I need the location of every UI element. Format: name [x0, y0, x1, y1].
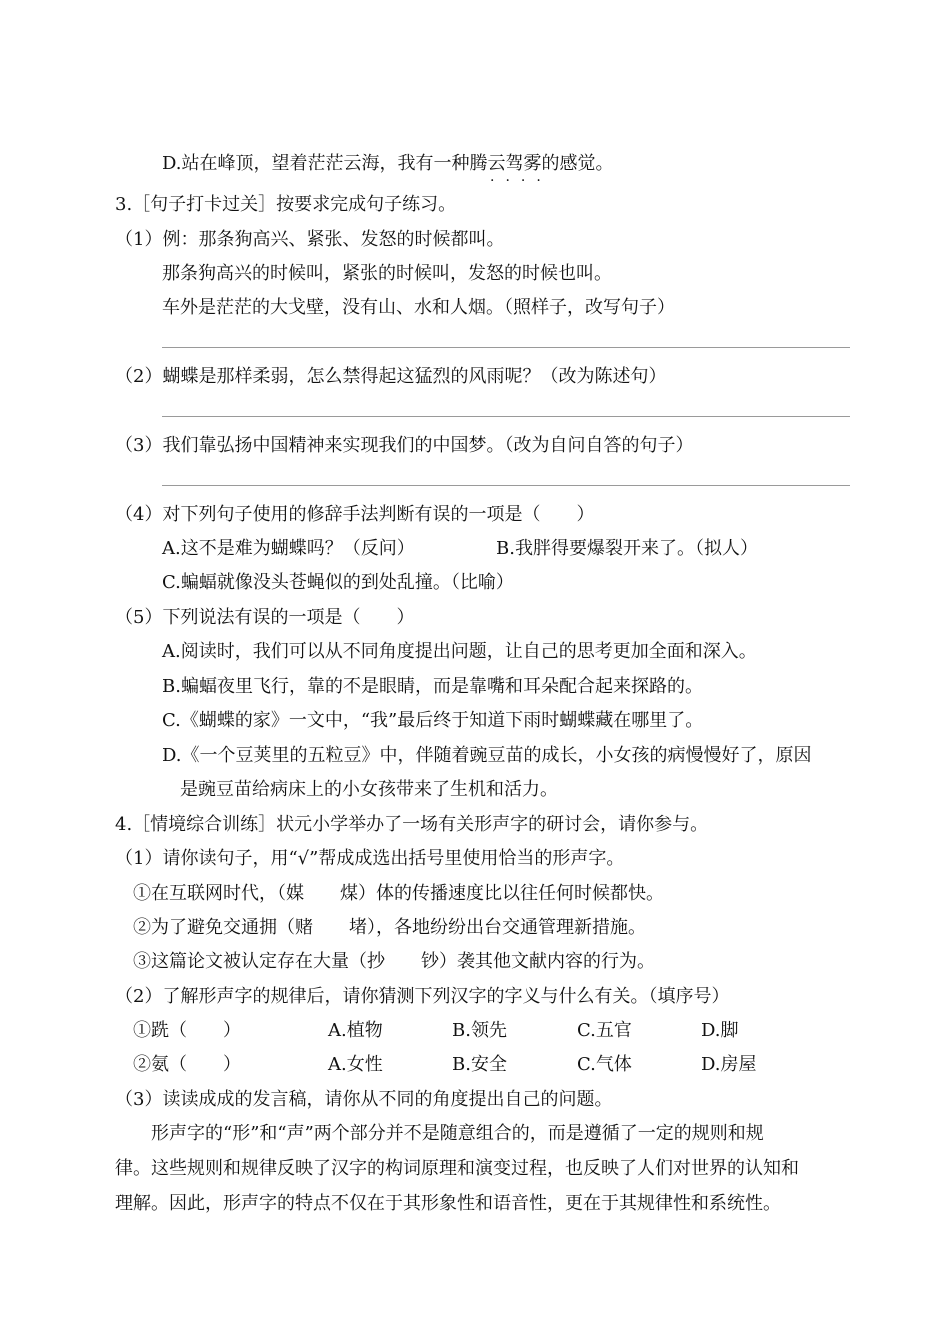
- q3-part1-intro: （1）例：那条狗高兴、紧张、发怒的时候都叫。: [115, 229, 505, 250]
- q3-part2: （2）蝴蝶是那样柔弱，怎么禁得起这猛烈的风雨呢？（改为陈述句）: [115, 366, 667, 387]
- q3-part5-option-a: A.阅读时，我们可以从不同角度提出问题，让自己的思考更加全面和深入。: [162, 641, 757, 662]
- row1-option-b: B.领先: [452, 1020, 507, 1041]
- emphasis-dots: ····: [490, 173, 552, 189]
- q3-part5: （5）下列说法有误的一项是（ ）: [115, 607, 415, 628]
- row1-option-c: C.五官: [577, 1020, 632, 1041]
- q4-part3: （3）读读成成的发言稿，请你从不同的角度提出自己的问题。: [115, 1089, 613, 1110]
- answer-line-1[interactable]: [162, 347, 850, 348]
- q4-part1-item1: ①在互联网时代，（媒 煤）体的传播速度比以往任何时候都快。: [133, 883, 664, 904]
- q4-part1: （1）请你读句子，用“√”帮成成选出括号里使用恰当的形声字。: [115, 848, 625, 869]
- q4-part2: （2）了解形声字的规律后，请你猜测下列汉字的字义与什么有关。（填序号）: [115, 986, 730, 1007]
- speech-paragraph-line1: 形声字的“形”和“声”两个部分并不是随意组合的，而是遵循了一定的规则和规: [151, 1123, 764, 1144]
- q3-part4-option-b: B.我胖得要爆裂开来了。（拟人）: [496, 538, 758, 559]
- row1-option-a: A.植物: [328, 1020, 383, 1041]
- row1-character: ①跣（ ）: [133, 1020, 241, 1041]
- q3-part1-task: 车外是茫茫的大戈壁，没有山、水和人烟。（照样子，改写句子）: [162, 297, 675, 318]
- q3-part1-example: 那条狗高兴的时候叫，紧张的时候叫，发怒的时候也叫。: [162, 263, 612, 284]
- q3-part5-option-c: C.《蝴蝶的家》一文中，“我”最后终于知道下雨时蝴蝶藏在哪里了。: [162, 710, 704, 731]
- question-2-option-d: D.站在峰顶，望着茫茫云海，我有一种腾云驾雾的感觉。: [162, 153, 614, 174]
- row2-option-a: A.女性: [328, 1054, 383, 1075]
- answer-line-3[interactable]: [162, 485, 850, 486]
- q3-part3: （3）我们靠弘扬中国精神来实现我们的中国梦。（改为自问自答的句子）: [115, 435, 694, 456]
- q3-part5-option-d-line1: D.《一个豆荚里的五粒豆》中，伴随着豌豆苗的成长，小女孩的病慢慢好了，原因: [162, 745, 812, 766]
- speech-paragraph-line3: 理解。因此，形声字的特点不仅在于其形象性和语音性，更在于其规律性和系统性。: [115, 1193, 781, 1214]
- question-4-title: 4.［情境综合训练］状元小学举办了一场有关形声字的研讨会，请你参与。: [115, 814, 709, 835]
- row2-option-b: B.安全: [452, 1054, 507, 1075]
- row1-option-d: D.脚: [701, 1020, 739, 1041]
- q3-part4-option-a: A.这不是难为蝴蝶吗？（反问）: [162, 538, 415, 559]
- row2-option-d: D.房屋: [701, 1054, 757, 1075]
- q4-part1-item3: ③这篇论文被认定存在大量（抄 钞）袭其他文献内容的行为。: [133, 951, 655, 972]
- q3-part4: （4）对下列句子使用的修辞手法判断有误的一项是（ ）: [115, 504, 595, 525]
- q3-part5-option-d-line2: 是豌豆苗给病床上的小女孩带来了生机和活力。: [180, 779, 558, 800]
- question-3-title: 3.［句子打卡过关］按要求完成句子练习。: [115, 194, 457, 215]
- q3-part4-option-c: C.蝙蝠就像没头苍蝇似的到处乱撞。（比喻）: [162, 572, 514, 593]
- row2-option-c: C.气体: [577, 1054, 632, 1075]
- row2-character: ②氨（ ）: [133, 1054, 241, 1075]
- q4-part1-item2: ②为了避免交通拥（赌 堵），各地纷纷出台交通管理新措施。: [133, 917, 646, 938]
- q3-part5-option-b: B.蝙蝠夜里飞行，靠的不是眼睛，而是靠嘴和耳朵配合起来探路的。: [162, 676, 703, 697]
- speech-paragraph-line2: 律。这些规则和规律反映了汉字的构词原理和演变过程，也反映了人们对世界的认知和: [115, 1158, 799, 1179]
- answer-line-2[interactable]: [162, 416, 850, 417]
